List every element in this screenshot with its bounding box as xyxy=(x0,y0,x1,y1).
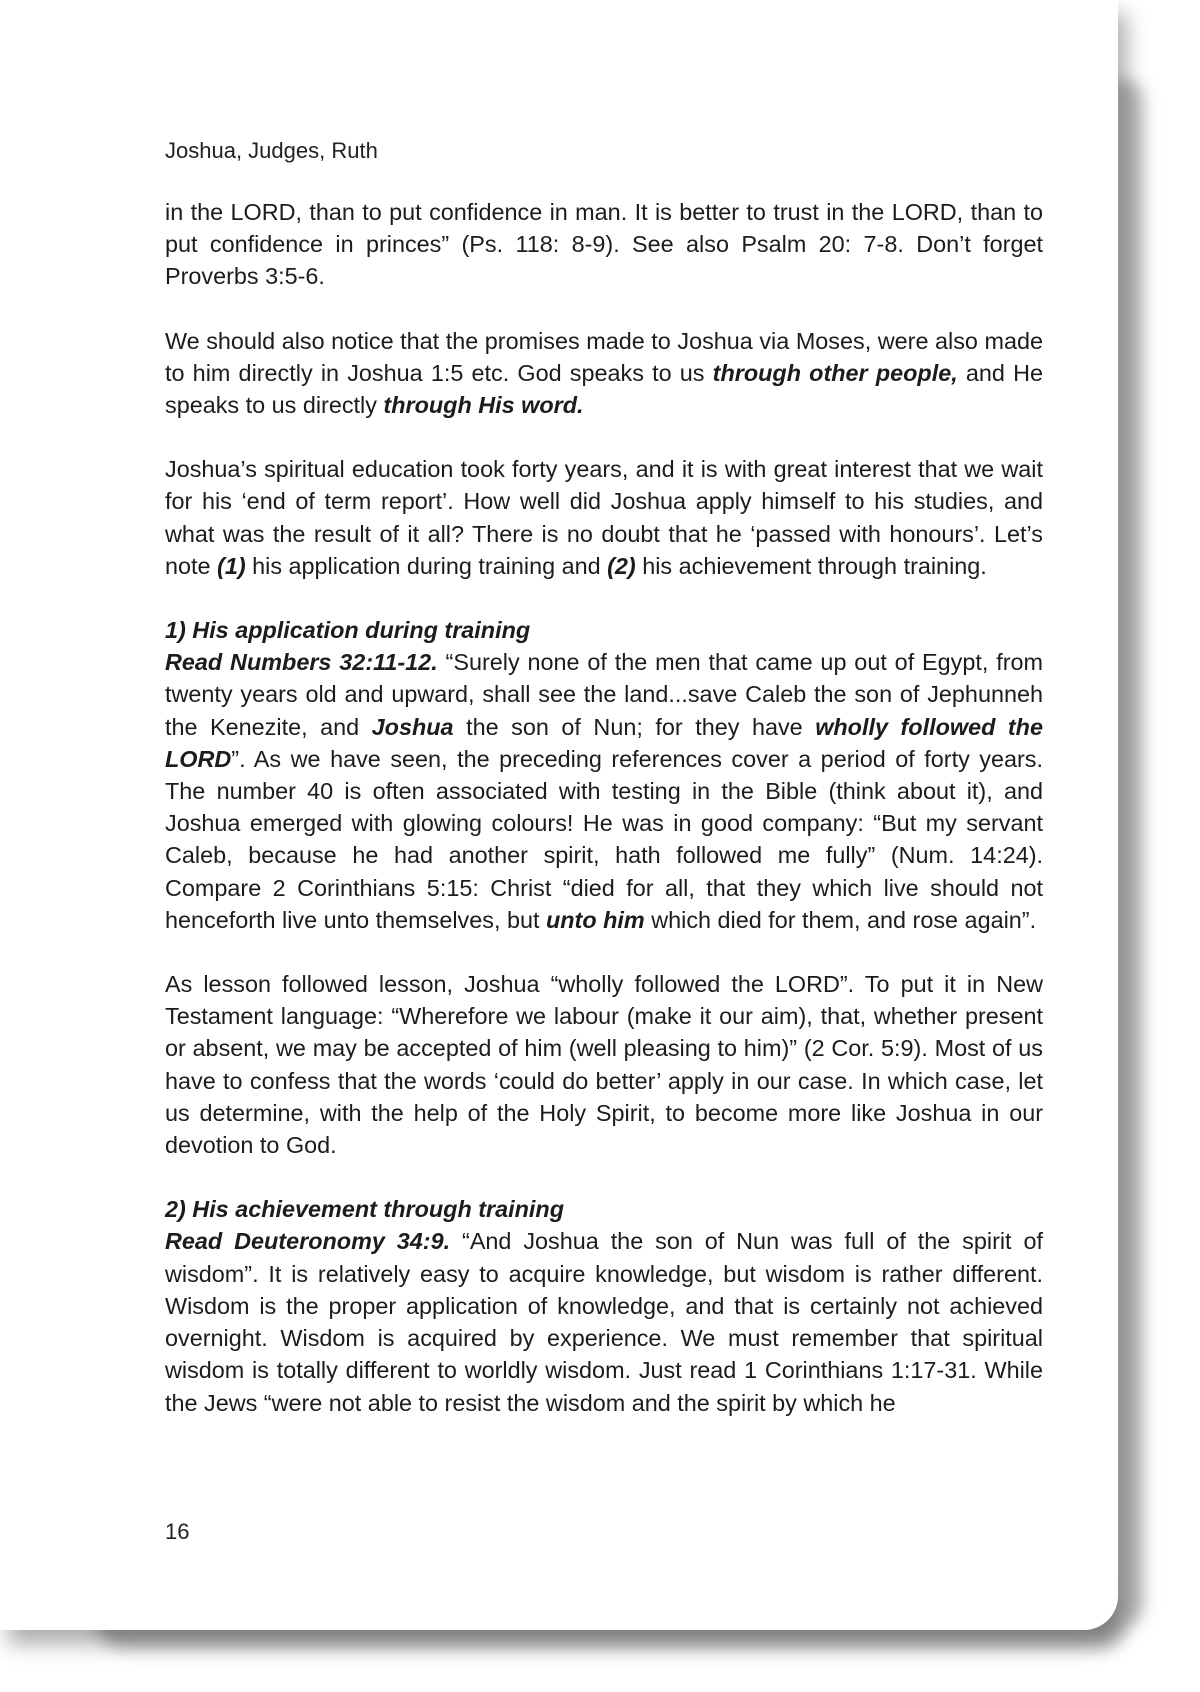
paragraph-3-text-1: Joshua’s spiritual education took forty years, and it is with great interest that we wait for his ‘end of term report’. How well did Joshua apply himself to his studies, and what was the result of it all? There is no doubt that he ‘passed with honours’. Let’s note xyxy=(165,456,1043,579)
paragraph-2-emphasis-2: through His word. xyxy=(383,392,584,419)
section-1-text-3: ”. As we have seen, the preceding references cover a period of forty years. The number 40 is often associated with testing in the Bible (think about it), and Joshua emerged with glowing colours! He was in good company: “But my servant Caleb, because he had another spirit, hath followed me fully” (Num. 14:24). Compare 2 Corinthians 5:15: Christ “died for all, that they which live should not henceforth live unto themselves, but xyxy=(165,745,1043,933)
section-2-paragraph xyxy=(165,1225,1043,1418)
paragraph-5 xyxy=(165,968,1043,1161)
paragraph-2-text-2: and He speaks to us directly xyxy=(165,359,1043,419)
section-2-heading: 2) His achievement through training xyxy=(165,1196,564,1223)
section-1-text-2: the son of Nun; for they have xyxy=(453,713,816,740)
paragraph-1 xyxy=(165,196,1043,293)
section-1-paragraph xyxy=(165,646,1043,936)
paragraph-1-text: in the LORD, than to put confidence in man. It is better to trust in the LORD, than to put confidence in princes” (Ps. 118: 8-9). See also Psalm 20: 7-8. Don’t forget Proverbs 3:5-6. xyxy=(165,199,1043,290)
page-number: 16 xyxy=(165,1519,190,1544)
paragraph-3-text-2: his application during training and xyxy=(245,552,608,579)
paragraph-2 xyxy=(165,325,1043,422)
paragraph-3-emphasis-1: (1) xyxy=(217,552,246,579)
section-1-emphasis-3: unto him xyxy=(545,906,645,933)
section-2-text-1: “And Joshua the son of Nun was full of the spirit of wisdom”. It is relatively easy to acquire knowledge, but wisdom is rather different. Wisdom is the proper application of knowledge, and that is certainly not achieved overnight. Wisdom is acquired by experience. We must remember that spiritual wisdom is totally different to worldly wisdom. Just read 1 Corinthians 1:17-31. While the Jews “were not able to resist the wisdom and the spirit by which he xyxy=(165,1228,1043,1416)
section-1-text-4: which died for them, and rose again”. xyxy=(644,906,1037,933)
paragraph-2-text-1: We should also notice that the promises made to Joshua via Moses, were also made to him directly in Joshua 1:5 etc. God speaks to us xyxy=(165,327,1043,386)
paragraph-3-emphasis-2: (2) xyxy=(607,552,636,579)
section-1-text-1: “Surely none of the men that came up out of Egypt, from twenty years old and upward, shall see the land...save Caleb the son of Jephunneh the Kenezite, and xyxy=(165,649,1043,740)
section-1-read-reference: Read Numbers 32:11-12. xyxy=(165,649,438,676)
body-text xyxy=(165,196,1043,1451)
paragraph-2-emphasis-1: through other people, xyxy=(712,359,958,386)
running-head: Joshua, Judges, Ruth xyxy=(165,138,378,163)
section-2-read-reference: Read Deuteronomy 34:9. xyxy=(165,1228,451,1255)
paragraph-3 xyxy=(165,453,1043,582)
section-1-emphasis-1: Joshua xyxy=(371,713,454,740)
paragraph-5-text: As lesson followed lesson, Joshua “wholly followed the LORD”. To put it in New Testament language: “Wherefore we labour (make it our aim), that, whether present or absent, we may be accepted of him (well pleasing to him)” (2 Cor. 5:9). Most of us have to confess that the words ‘could do better’ apply in our case. In which case, let us determine, with the help of the Holy Spirit, to become more like Joshua in our devotion to God. xyxy=(165,971,1043,1159)
paragraph-3-text-3: his achievement through training. xyxy=(635,552,987,579)
section-1-emphasis-2: wholly followed the LORD xyxy=(165,713,1043,772)
section-1-heading: 1) His application during training xyxy=(165,617,531,644)
